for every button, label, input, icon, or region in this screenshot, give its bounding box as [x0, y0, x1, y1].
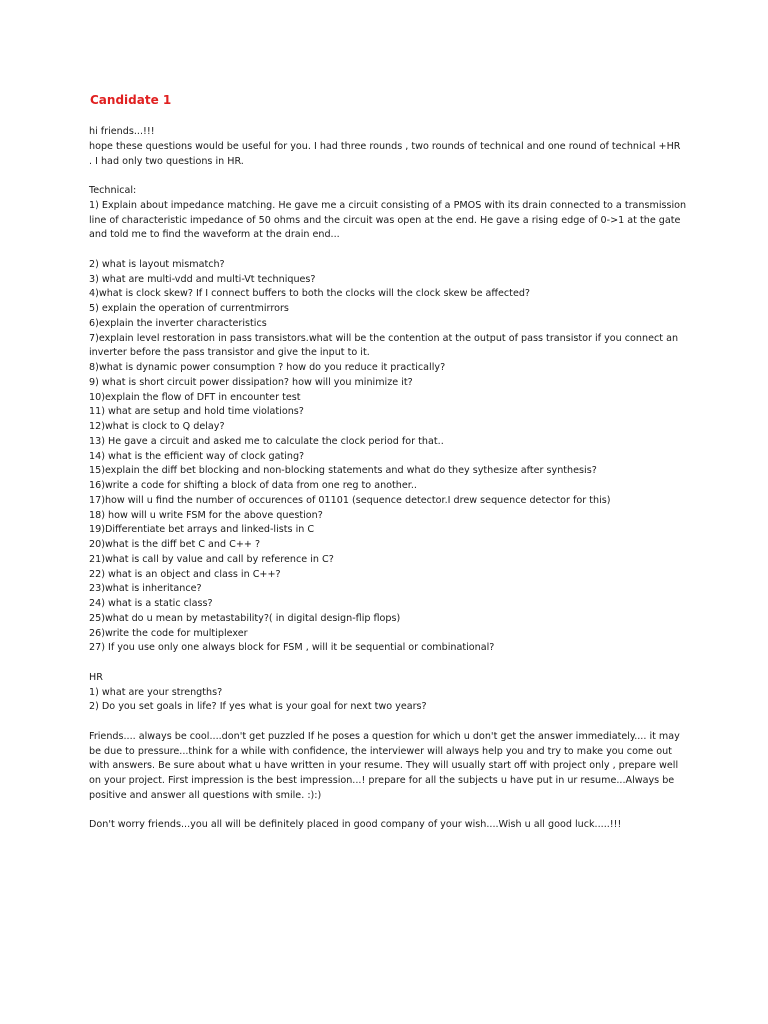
advice-line: be due to pressure...think for a while with confidence, the interviewer will always help you and try to make you come out [89, 745, 672, 757]
question-line: 2) what is layout mismatch? [89, 258, 225, 270]
advice-line: positive and answer all questions with smile. :):) [89, 789, 322, 801]
question-line: 2) Do you set goals in life? If yes what is your goal for next two years? [89, 701, 427, 713]
question-line: 5) explain the operation of currentmirrors [89, 303, 289, 314]
question-line: 21)what is call by value and call by reference in C? [89, 553, 334, 565]
question-line: 12)what is clock to Q delay? [89, 421, 225, 432]
question-line: 25)what do u mean by metastability?( in digital design-flip flops) [89, 612, 401, 624]
technical-section [89, 184, 708, 656]
intro-section [89, 125, 708, 169]
question-line: 26)write the code for multiplexer [89, 627, 248, 639]
technical-heading: Technical: [89, 185, 137, 196]
question-line: 15)explain the diff bet blocking and non-blocking statements and what do they sythesize after synthesis? [89, 465, 597, 477]
closing-section [89, 818, 708, 833]
question-line: 4)what is clock skew? If I connect buffers to both the clocks will the clock skew be affected? [89, 288, 531, 300]
intro-line: hope these questions would be useful for you. I had three rounds , two rounds of technical and one round of technical +HR [89, 140, 681, 152]
question-line: and told me to find the waveform at the drain end... [89, 229, 340, 241]
question-line: 11) what are setup and hold time violations? [89, 406, 304, 418]
advice-line: Friends.... always be cool....don't get puzzled If he poses a question for which u don't get the answer immediately.... it may [89, 730, 680, 742]
question-line: 7)explain level restoration in pass transistors.what will be the contention at the output of pass transistor if you connect an [89, 332, 679, 344]
question-line: 1) Explain about impedance matching. He gave me a circuit consisting of a PMOS with its drain connected to a transmission [89, 199, 687, 211]
hr-heading: HR [89, 671, 103, 683]
question-line: 27) If you use only one always block for FSM , will it be sequential or combinational? [89, 642, 495, 654]
advice-line: with answers. Be sure about what u have written in your resume. They will usually start off with project only , prepare well [89, 760, 679, 772]
question-line: inverter before the pass transistor and give the input to it. [89, 347, 370, 359]
question-line: 8)what is dynamic power consumption ? how do you reduce it practically? [89, 362, 446, 373]
question-line: 20)what is the diff bet C and C++ ? [89, 539, 261, 550]
question-line: 24) what is a static class? [89, 598, 213, 609]
closing-line: Don't worry friends...you all will be definitely placed in good company of your wish....Wish u all good luck.....!!! [89, 819, 622, 831]
question-line: 18) how will u write FSM for the above question? [89, 509, 323, 521]
question-line: 22) what is an object and class in C++? [89, 568, 281, 580]
question-line: 23)what is inheritance? [89, 583, 202, 595]
question-line: 9) what is short circuit power dissipation? how will you minimize it? [89, 376, 413, 388]
question-line: 17)how will u find the number of occurences of 01101 (sequence detector.I drew sequence detector for this) [89, 494, 611, 506]
hr-section [89, 671, 708, 715]
intro-line: . I had only two questions in HR. [89, 155, 244, 167]
question-line: 10)explain the flow of DFT in encounter test [89, 391, 301, 403]
advice-line: on your project. First impression is the best impression...! prepare for all the subjects u have put in ur resume...Always be [89, 775, 675, 786]
intro-line: hi friends...!!! [89, 126, 155, 137]
question-line: 14) what is the efficient way of clock gating? [89, 450, 305, 462]
question-line: 1) what are your strengths? [89, 686, 223, 698]
question-line: 6)explain the inverter characteristics [89, 317, 267, 329]
page-title: Candidate 1 [90, 93, 172, 107]
question-line: 13) He gave a circuit and asked me to calculate the clock period for that.. [89, 435, 444, 447]
question-line: line of characteristic impedance of 50 ohms and the circuit was open at the end. He gave a rising edge of 0->1 at the gate [89, 214, 681, 226]
advice-section [89, 730, 708, 804]
question-line: 3) what are multi-vdd and multi-Vt techniques? [89, 273, 316, 285]
question-line: 16)write a code for shifting a block of data from one reg to another.. [89, 480, 417, 491]
question-line: 19)Differentiate bet arrays and linked-lists in C [89, 524, 315, 536]
